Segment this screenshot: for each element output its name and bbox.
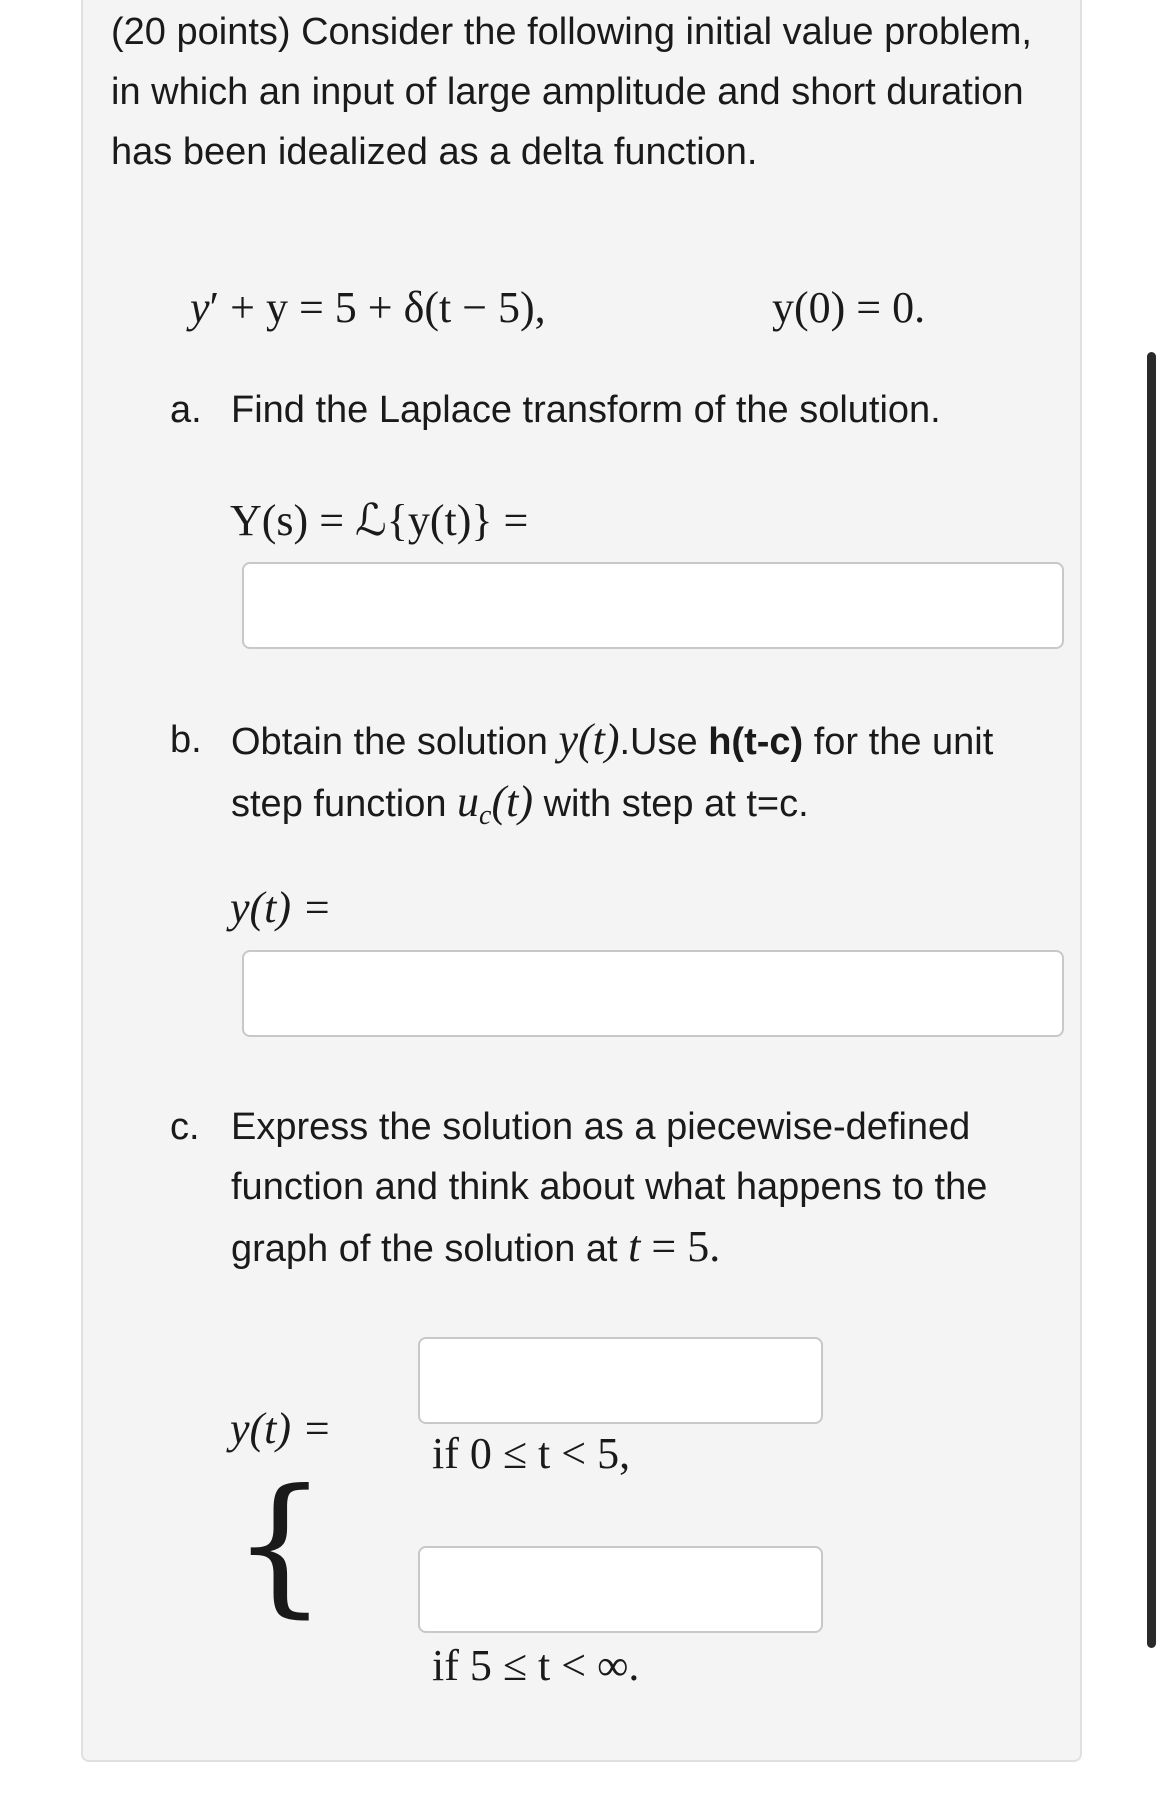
u-base: u	[457, 777, 480, 826]
u-sub: c	[479, 800, 492, 831]
equation-rest: + y = 5 + δ(t − 5),	[219, 283, 546, 332]
initial-condition: y(0) = 0.	[772, 283, 926, 332]
part-b-math-y: y(t)	[558, 715, 620, 764]
part-b-text-4: with step at t=c.	[533, 783, 809, 825]
laplace-label: Y(s) = ℒ{y(t)} =	[230, 496, 529, 545]
part-c-math-rest: = 5.	[640, 1222, 721, 1271]
piecewise-brace: {	[232, 1458, 328, 1632]
piecewise-case-2-input[interactable]	[418, 1546, 823, 1633]
part-b-text-2: .Use	[619, 721, 709, 763]
part-b-bold: h(t-c)	[708, 721, 804, 763]
part-a-text: Find the Laplace transform of the solution.	[231, 389, 941, 431]
part-c-letter: c.	[170, 1106, 200, 1148]
equation-y: y	[190, 283, 210, 332]
solution-answer-input[interactable]	[242, 950, 1064, 1037]
problem-intro: (20 points) Consider the following initial value problem, in which an input of large amplitude and short duration has been idealized as a delta function.	[111, 11, 1032, 173]
part-c-text	[231, 1097, 1071, 1279]
part-b-letter: b.	[170, 719, 202, 761]
case-1-condition: if 0 ≤ t < 5,	[432, 1429, 631, 1478]
scrollbar[interactable]	[1147, 352, 1156, 1648]
case-2-condition: if 5 ≤ t < ∞.	[432, 1641, 640, 1690]
part-c-text-main: Express the solution as a piecewise-defined function and think about what happens to the graph of the solution at	[231, 1106, 988, 1270]
part-b-text	[231, 710, 1071, 846]
part-c-math-t: t	[628, 1222, 641, 1271]
differential-equation	[190, 282, 546, 333]
u-arg: (t)	[491, 777, 534, 826]
piecewise-label: y(t) =	[230, 1404, 332, 1453]
part-a-letter: a.	[170, 389, 202, 431]
part-b-text-3: for the unit step function	[231, 721, 994, 825]
piecewise-case-1-input[interactable]	[418, 1337, 823, 1424]
solution-label: y(t) =	[230, 883, 332, 932]
part-b-math-u	[457, 777, 534, 831]
part-b-text-1: Obtain the solution	[231, 721, 559, 763]
laplace-answer-input[interactable]	[242, 562, 1064, 649]
equation-prime: ′	[209, 283, 220, 332]
